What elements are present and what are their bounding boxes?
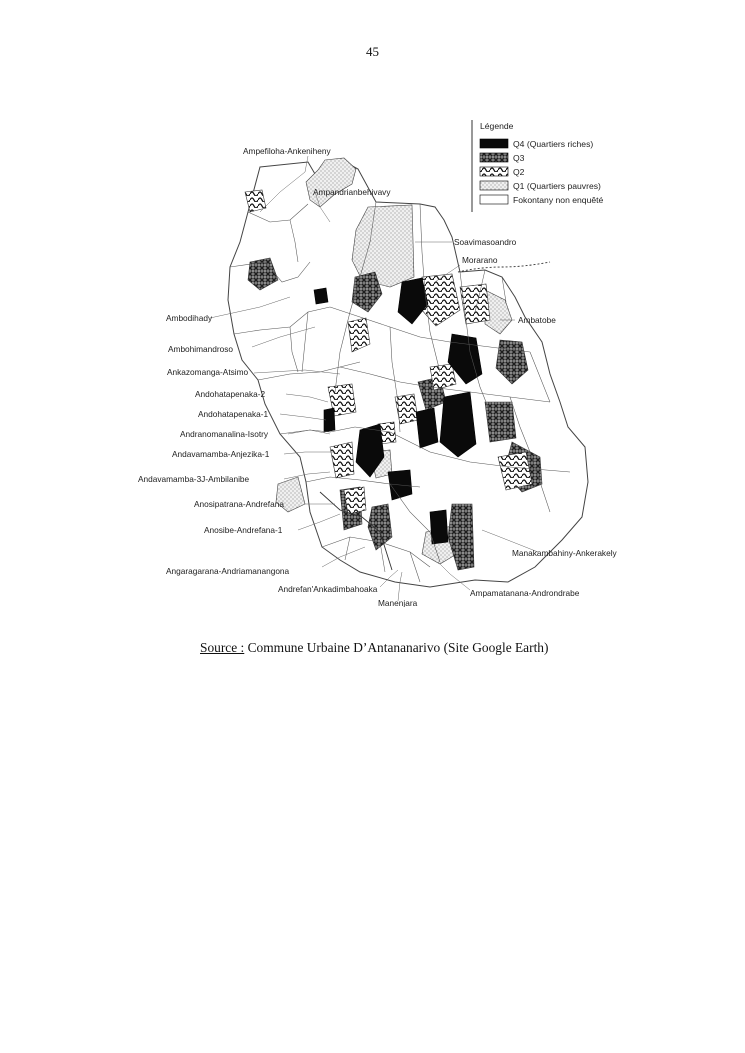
- place-label: Andranomanalina-Isotry: [180, 429, 269, 439]
- place-label: Ampamatanana-Androndrabe: [470, 588, 580, 598]
- place-label: Ambatobe: [518, 315, 556, 325]
- q2-area: [245, 190, 266, 212]
- place-label: Ampefiloha-Ankeniheny: [243, 146, 331, 156]
- place-label: Ambodihady: [166, 313, 213, 323]
- legend-swatch-none: [480, 195, 508, 204]
- source-text: Commune Urbaine D’Antananarivo (Site Google Earth): [244, 640, 549, 655]
- legend-swatch-q2: [480, 167, 508, 176]
- legend-swatch-q3: [480, 153, 508, 162]
- q2-area: [344, 487, 366, 514]
- q4-area: [314, 288, 328, 304]
- legend-label-q1: Q1 (Quartiers pauvres): [513, 181, 601, 191]
- place-label: Soavimasoandro: [454, 237, 517, 247]
- legend-label-q4: Q4 (Quartiers riches): [513, 139, 594, 149]
- place-label: Anosibe-Andrefana-1: [204, 525, 283, 535]
- place-label: Manenjara: [378, 598, 418, 607]
- q4-area: [430, 510, 448, 544]
- legend-swatch-q4: [480, 139, 508, 148]
- page-number: 45: [366, 44, 379, 59]
- legend-title: Légende: [480, 121, 514, 131]
- fokontany-map: [130, 112, 630, 607]
- place-label: Andohatapenaka-1: [198, 409, 269, 419]
- place-label: Andavamamba-3J-Ambilanibe: [138, 474, 250, 484]
- place-label: Ampandrianbehivavy: [313, 187, 391, 197]
- place-label: Andavamamba-Anjezika-1: [172, 449, 270, 459]
- place-label: Ambohimandroso: [168, 344, 234, 354]
- place-label: Morarano: [462, 255, 498, 265]
- place-label: Ankazomanga-Atsimo: [167, 367, 249, 377]
- map-legend: [472, 120, 604, 212]
- legend-label-none: Fokontany non enquêté: [513, 195, 604, 205]
- q4-area: [416, 408, 438, 448]
- legend-label-q3: Q3: [513, 153, 525, 163]
- figure-source: [200, 640, 548, 656]
- place-label: Manakambahiny-Ankerakely: [512, 548, 617, 558]
- place-label: Andohatapenaka-2: [195, 389, 266, 399]
- q3-area: [485, 402, 516, 442]
- place-label: Anosipatrana-Andrefana: [194, 499, 284, 509]
- source-label: Source :: [200, 640, 245, 655]
- legend-label-q2: Q2: [513, 167, 525, 177]
- place-label: Andrefan'Ankadimbahoaka: [278, 584, 378, 594]
- place-label: Angaragarana-Andriamanangona: [166, 566, 290, 576]
- legend-swatch-q1: [480, 181, 508, 190]
